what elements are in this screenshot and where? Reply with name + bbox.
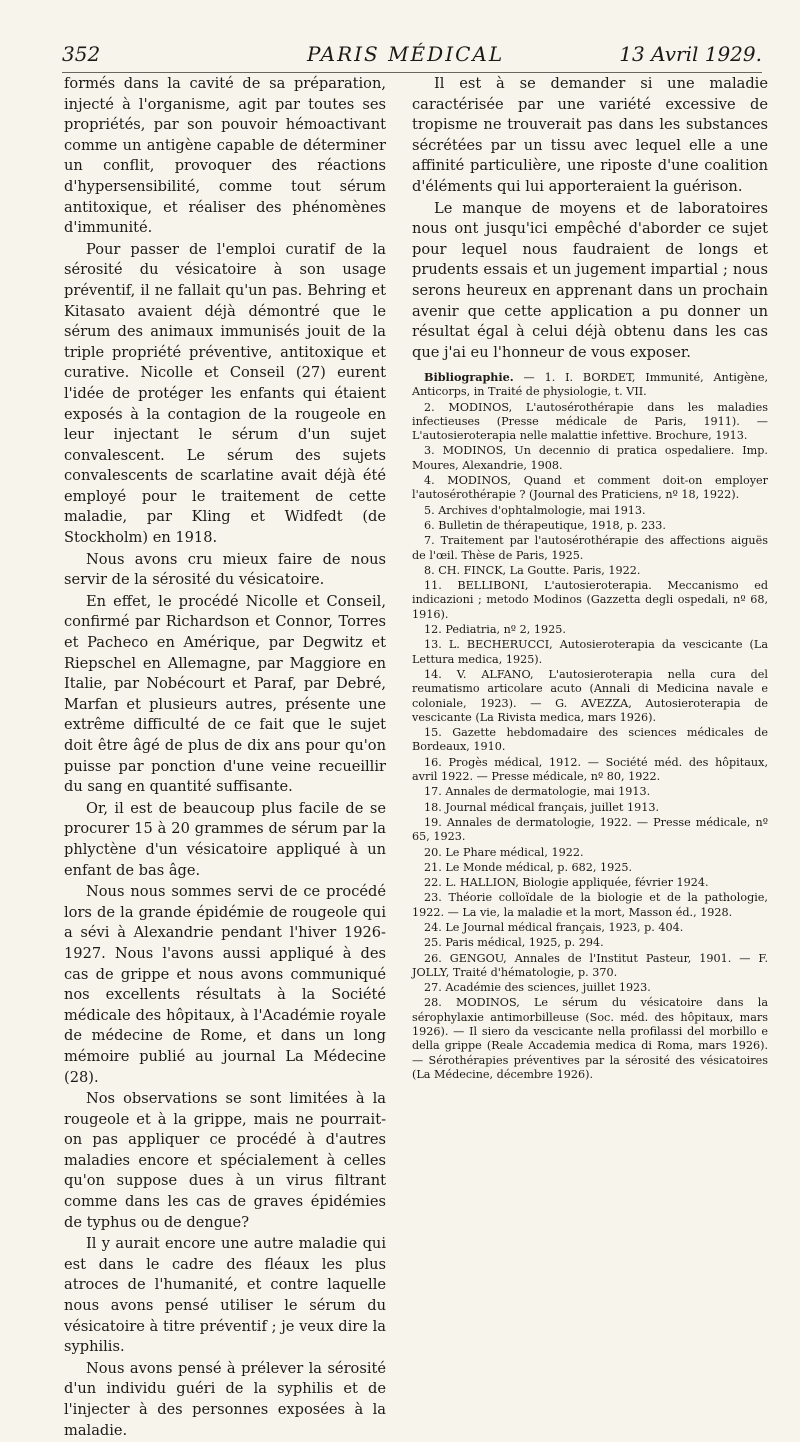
bibliography	[412, 370, 768, 1083]
bibliography-entry: 18. Journal médical français, juillet 1913.	[424, 800, 660, 814]
bibliography-entry: 11. BELLIBONI, L'autosieroterapia. Meccanismo ed indicazioni ; metodo Modinos (Gazzetta degli ospedali, nº 68, 1916).	[412, 579, 768, 621]
bibliography-entry: 24. Le Journal médical français, 1923, p. 404.	[424, 920, 684, 934]
bibliography-entry: 12. Pediatria, nº 2, 1925.	[424, 623, 566, 637]
bibliography-entry: 28. MODINOS, Le sérum du vésicatoire dans la sérophylaxie antimorbilleuse (Soc. méd. des hôpitaux, mars 1926). — Il siero da vescicante nella profilassi del morbillo e della grippe (Reale Accademia medica di Roma, mars 1926). — Sérothérapies préventives par la sérosité des vésicatoires (La Médecine, décembre 1926).	[412, 996, 768, 1081]
page-number: 352	[62, 42, 101, 66]
paragraph: Nous avons cru mieux faire de nous servir de la sérosité du vésicatoire.	[64, 550, 386, 589]
paragraph: formés dans la cavité de sa préparation, injecté à l'organisme, agit par toutes ses propriétés, par son pouvoir hémoactivant comme un antigène capable de déterminer un conflit, provoquer des réactions d'hypersensibilité, comme tout sérum antitoxique, et réaliser des phénomènes d'immunité.	[64, 75, 386, 237]
journal-title: PARIS MÉDICAL	[307, 42, 505, 66]
bibliography-entry: 13. L. BECHERUCCI, Autosieroterapia da vescicante (La Lettura medica, 1925).	[412, 638, 768, 666]
bibliography-entry	[412, 370, 768, 400]
bibliography-entry: 27. Académie des sciences, juillet 1923.	[424, 981, 651, 995]
bibliography-entry: 16. Progès médical, 1912. — Société méd. des hôpitaux, avril 1922. — Presse médicale, nº 80, 1922.	[412, 755, 768, 784]
bibliography-entry: 15. Gazette hebdomadaire des sciences médicales de Bordeaux, 1910.	[412, 726, 768, 754]
bibliography-entry: 6. Bulletin de thérapeutique, 1918, p. 233.	[424, 518, 666, 532]
bibliography-entry-text: — 1. I. BORDET, Immunité, Antigène, Anticorps, in Traité de physiologie, t. VII.	[412, 371, 768, 399]
bibliography-entry: 22. L. HALLION, Biologie appliquée, février 1924.	[424, 876, 709, 890]
paragraph: Il est à se demander si une maladie caractérisée par une variété excessive de tropisme ne trouverait pas dans les substances sécrétées par un tissu avec lequel elle a une affinité particulière, une riposte d'une coalition d'éléments qui lui apporteraient la guérison.	[412, 75, 768, 195]
bibliography-entry: 19. Annales de dermatologie, 1922. — Presse médicale, nº 65, 1923.	[412, 815, 768, 844]
paragraph: Pour passer de l'emploi curatif de la sérosité du vésicatoire à son usage préventif, il ne fallait qu'un pas. Behring et Kitasato avaient déjà démontré que le sérum des animaux immunisés jouit de la triple propriété préventive, antitoxique et curative. Nicolle et Conseil (27) eurent l'idée de protéger les enfants qui étaient exposés à la contagion de la rougeole en leur injectant le sérum d'un sujet convalescent. Le sérum des sujets convalescents de scarlatine avait déjà été employé pour le traitement de cette maladie, par Kling et Widfedt (de Stockholm) en 1918.	[64, 240, 386, 547]
paragraph: Il y aurait encore une autre maladie qui est dans le cadre des fléaux les plus atroces de l'humanité, et contre laquelle nous avons pensé utiliser le sérum du vésicatoire à titre préventif ; je veux dire la syphilis.	[64, 1235, 386, 1356]
bibliography-entry: 8. CH. FINCK, La Goutte. Paris, 1922.	[424, 563, 641, 577]
bibliography-heading: Bibliographie.	[424, 370, 514, 384]
paragraph: Nous avons pensé à prélever la sérosité d'un individu guéri de la syphilis et de l'injecter à des personnes exposées à la maladie.	[64, 1359, 386, 1439]
bibliography-entry: 17. Annales de dermatologie, mai 1913.	[424, 785, 651, 799]
paragraph: Le manque de moyens et de laboratoires nous ont jusqu'ici empêché d'aborder ce sujet pour lequel nous faudraient de longs et prudents essais et un jugement impartial ; nous serons heureux en apprenant dans un prochain avenir que cette application a pu donner un résultat égal à celui déjà obtenu dans les cas que j'ai eu l'honneur de vous exposer.	[412, 199, 768, 361]
bibliography-entry: 26. GENGOU, Annales de l'Institut Pasteur, 1901. — F. JOLLY, Traité d'hématologie, p. 370.	[412, 951, 768, 979]
bibliography-entry: 21. Le Monde médical, p. 682, 1925.	[424, 860, 633, 874]
paragraph: Nos observations se sont limitées à la rougeole et à la grippe, mais ne pourrait-on pas appliquer ce procédé à d'autres maladies encore et spécialement à celles qu'on suppose dues à un virus filtrant comme dans les cas de graves épidémies de typhus ou de dengue?	[64, 1090, 386, 1231]
bibliography-entry: 25. Paris médical, 1925, p. 294.	[424, 936, 604, 950]
paragraph: Or, il est de beaucoup plus facile de se procurer 15 à 20 grammes de sérum par la phlyctène d'un vésicatoire appliqué à un enfant de bas âge.	[64, 799, 386, 879]
issue-date: 13 Avril 1929.	[619, 42, 762, 66]
bibliography-entry: 14. V. ALFANO, L'autosieroterapia nella cura del reumatismo articolare acuto (Annali di Medicina navale e coloniale, 1923). — G. AVEZZA, Autosieroterapia de vescicante (La Rivista medica, mars 1926).	[412, 667, 768, 724]
bibliography-entry: 20. Le Phare médical, 1922.	[424, 845, 584, 859]
bibliography-entry: 23. Théorie colloïdale de la biologie et de la pathologie, 1922. — La vie, la maladie et la mort, Masson éd., 1928.	[412, 891, 768, 919]
left-column	[64, 74, 386, 1442]
page-header	[62, 38, 762, 73]
bibliography-entry: 5. Archives d'ophtalmologie, mai 1913.	[424, 503, 646, 517]
paragraph: Nous nous sommes servi de ce procédé lors de la grande épidémie de rougeole qui a sévi à Alexandrie pendant l'hiver 1926-1927. Nous l'avons aussi appliqué à des cas de grippe et nous avons communiqué nos excellents résultats à la Société médicale des hôpitaux, à l'Académie royale de médecine de Rome, et dans un long mémoire publié au journal La Médecine (28).	[64, 883, 386, 1086]
paragraph: En effet, le procédé Nicolle et Conseil, confirmé par Richardson et Connor, Torres et Pacheco en Amérique, par Degwitz et Riepschel en Allemagne, par Maggiore en Italie, par Nobécourt et Paraf, par Debré, Marfan et plusieurs autres, présente une extrême difficulté de ce fait que le sujet doit être âgé de plus de dix ans pour qu'on puisse par ponction d'une veine recueillir du sang en quantité suffisante.	[64, 592, 386, 796]
bibliography-entry: 4. MODINOS, Quand et comment doit-on employer l'autosérothérapie ? (Journal des Praticiens, nº 18, 1922).	[412, 474, 768, 502]
bibliography-entry: 7. Traitement par l'autosérothérapie des affections aiguës de l'œil. Thèse de Paris, 1925.	[412, 534, 768, 562]
bibliography-entry: 3. MODINOS, Un decennio di pratica ospedaliere. Imp. Moures, Alexandrie, 1908.	[412, 444, 768, 472]
bibliography-entry: 2. MODINOS, L'autosérothérapie dans les maladies infectieuses (Presse médicale de Paris, 1911). — L'autosieroterapia nelle malattie infettive. Brochure, 1913.	[412, 400, 768, 443]
right-column	[412, 74, 768, 364]
